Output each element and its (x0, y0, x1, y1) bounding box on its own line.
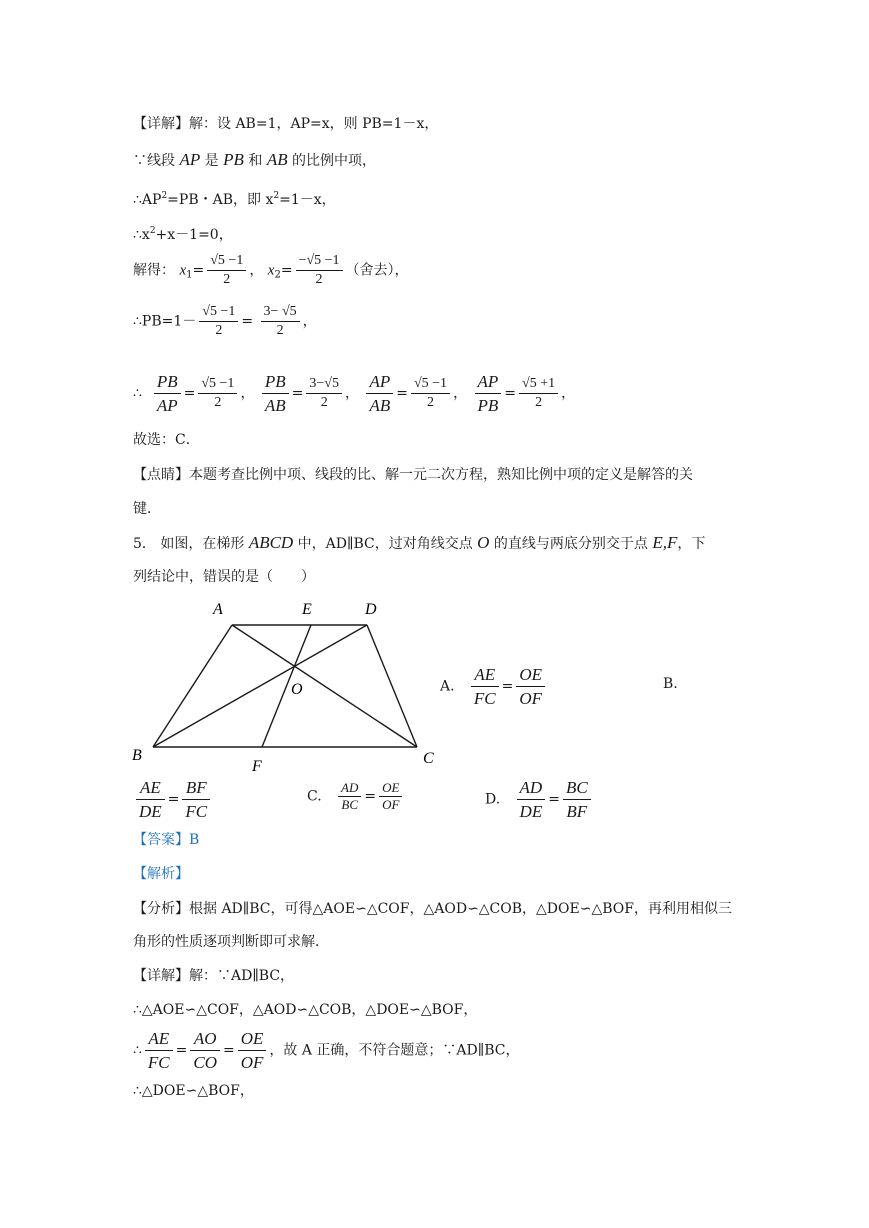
detail-line-2 (133, 150, 376, 171)
var-ap: AP (179, 150, 201, 169)
label-a: A (213, 601, 223, 618)
text: 的直线与两底分别交于点 (489, 536, 653, 552)
fraction: $\frac{OE}{OF}$ (238, 1027, 267, 1074)
segment-ef (262, 625, 311, 747)
fraction: $\frac{AE}{FC}$ (145, 1027, 173, 1074)
text: ∴ (133, 1042, 142, 1059)
answer-line: 【答案】B (133, 832, 200, 848)
question-5-line-1 (133, 533, 705, 554)
text: =1－x， (279, 192, 336, 208)
fraction: $\frac{√5 -1}{2}$ (199, 303, 238, 340)
fraction: $\frac{√5 -1}{2}$ (207, 252, 246, 289)
question-5-line-2: 列结论中，错误的是（ ） (133, 569, 315, 585)
detail-line-1: 【详解】解：设 AB=1，AP=x，则 PB=1－x， (133, 116, 439, 132)
option-label: D. (485, 791, 501, 808)
text: = (241, 313, 254, 330)
answer-detail-line-4: ∴△DOE∽△BOF， (133, 1083, 254, 1099)
analysis-label: 【解析】 (133, 866, 189, 882)
detail-line-6 (133, 303, 317, 340)
fraction: $\frac{BC}{BF}$ (563, 776, 591, 823)
fraction: $\frac{3- √5}{2}$ (261, 303, 300, 340)
detail-line-9: 【点睛】本题考查比例中项、线段的比、解一元二次方程，熟知比例中项的定义是解答的关 (133, 467, 693, 483)
fraction: $\frac{PB}{AB}$ (262, 370, 289, 417)
fraction: $\frac{√5 -1}{2}$ (198, 375, 237, 412)
text: 中，AD∥BC，过对角线交点 (293, 536, 478, 552)
var-pb: PB (223, 150, 244, 169)
superscript: 2 (161, 191, 168, 201)
fraction: $\frac{AO}{CO}$ (190, 1027, 220, 1074)
fraction: $\frac{AD}{BC}$ (338, 780, 361, 813)
fraction: $\frac{√5 +1}{2}$ (519, 375, 558, 412)
label-c: C (423, 750, 434, 767)
segment-ab (153, 625, 232, 747)
option-c: C. $\frac{AD}{BC}$ = $\frac{OE}{OF}$ (307, 780, 405, 813)
detail-line-3 (133, 186, 336, 210)
fraction: $\frac{AP}{PB}$ (475, 370, 502, 417)
var-o: O (477, 533, 490, 552)
text: ∵线段 (133, 153, 180, 169)
text: 是 (200, 153, 224, 169)
superscript: 2 (273, 191, 280, 201)
text: 和 (243, 153, 267, 169)
option-label: A. (440, 678, 455, 695)
option-label: C. (307, 788, 322, 805)
fraction: $\frac{OE}{OF}$ (379, 780, 402, 813)
subscript: 1 (186, 269, 193, 281)
detail-line-5: 解得： $x_1=$ $\frac{√5 -1}{2}$ ， $x_2=$ $\frac{-√5 -1}{2}$ （舍去）， (133, 253, 409, 287)
text: ， (302, 313, 317, 330)
detail-line-4 (133, 221, 233, 245)
label-b: B (132, 747, 142, 764)
trapezoid-figure (125, 596, 445, 776)
text: ∴AP (133, 192, 162, 208)
text: ∴ (133, 385, 142, 402)
var-x1: x (179, 262, 187, 279)
text: =PB・AB，即 x (167, 192, 274, 208)
fraction: $\frac{OE}{OF}$ (516, 663, 545, 710)
fraction: $\frac{PB}{AP}$ (154, 370, 181, 417)
fraction: $\frac{√5 -1}{2}$ (411, 375, 450, 412)
detail-line-7: ∴ $\frac{PB}{AP}$ = $\frac{√5 -1}{2}$ ， $\frac{PB}{AB}$ = $\frac{3-√5}{2}$ ， $\frac{AP}{AB}$ = $\frac{√5 -1}{2}$ ， $\frac{AP}{PB}$ = $\frac{√5 +1}{2}$ ， (133, 372, 576, 415)
detail-line-8: 故选：C． (133, 432, 200, 448)
text: ，故 A 正确，不符合题意；∵AD∥BC， (269, 1042, 520, 1059)
superscript: 2 (149, 226, 156, 236)
analysis-line-1: 【分析】根据 AD∥BC，可得△AOE∽△COF，△AOD∽△COB，△DOE∽△BOF，再利用相似三 (133, 901, 732, 917)
label-d: D (365, 601, 377, 618)
text: +x－1=0， (155, 227, 233, 243)
var-abcd: ABCD (248, 533, 294, 552)
text: ，下 (677, 536, 706, 552)
answer-detail-line-3: ∴ $\frac{AE}{FC}$ = $\frac{AO}{CO}$ = $\frac{OE}{OF}$ ，故 A 正确，不符合题意；∵AD∥BC， (133, 1029, 520, 1072)
fraction: $\frac{AE}{FC}$ (471, 663, 499, 710)
answer-detail-line-2: ∴△AOE∽△COF，△AOD∽△COB，△DOE∽△BOF， (133, 1002, 478, 1018)
label-o: O (291, 681, 303, 698)
option-d: D. $\frac{AD}{DE}$ = $\frac{BC}{BF}$ (485, 776, 594, 823)
text: （舍去）， (345, 262, 409, 279)
text: ∴x (133, 227, 150, 243)
var-ef: E,F (652, 533, 678, 552)
option-a: A. $\frac{AE}{FC}$ = $\frac{OE}{OF}$ (440, 663, 548, 710)
fraction: $\frac{AP}{AB}$ (366, 370, 393, 417)
text: 5． 如图，在梯形 (133, 536, 249, 552)
answer-detail-line-1: 【详解】解：∵AD∥BC， (133, 968, 295, 984)
subscript: 2 (274, 269, 281, 281)
fraction: $\frac{AD}{DE}$ (517, 776, 546, 823)
option-b: $\frac{AE}{DE}$ = $\frac{BF}{FC}$ (133, 776, 213, 823)
option-b-label: B. (663, 676, 678, 692)
analysis-line-2: 角形的性质逐项判断即可求解． (133, 934, 329, 950)
fraction: $\frac{AE}{DE}$ (136, 776, 165, 823)
fraction: $\frac{BF}{FC}$ (182, 776, 210, 823)
text: 的比例中项， (287, 153, 377, 169)
detail-line-10: 键． (133, 501, 161, 517)
fraction: $\frac{-√5 -1}{2}$ (296, 252, 343, 289)
label-e: E (302, 601, 312, 618)
var-x2: x (267, 262, 275, 279)
label-f: F (252, 758, 262, 775)
fraction: $\frac{3-√5}{2}$ (306, 375, 342, 412)
segment-dc (367, 625, 417, 747)
text: 解得： (133, 262, 175, 279)
text: ∴PB=1－ (133, 313, 197, 330)
var-ab: AB (266, 150, 288, 169)
